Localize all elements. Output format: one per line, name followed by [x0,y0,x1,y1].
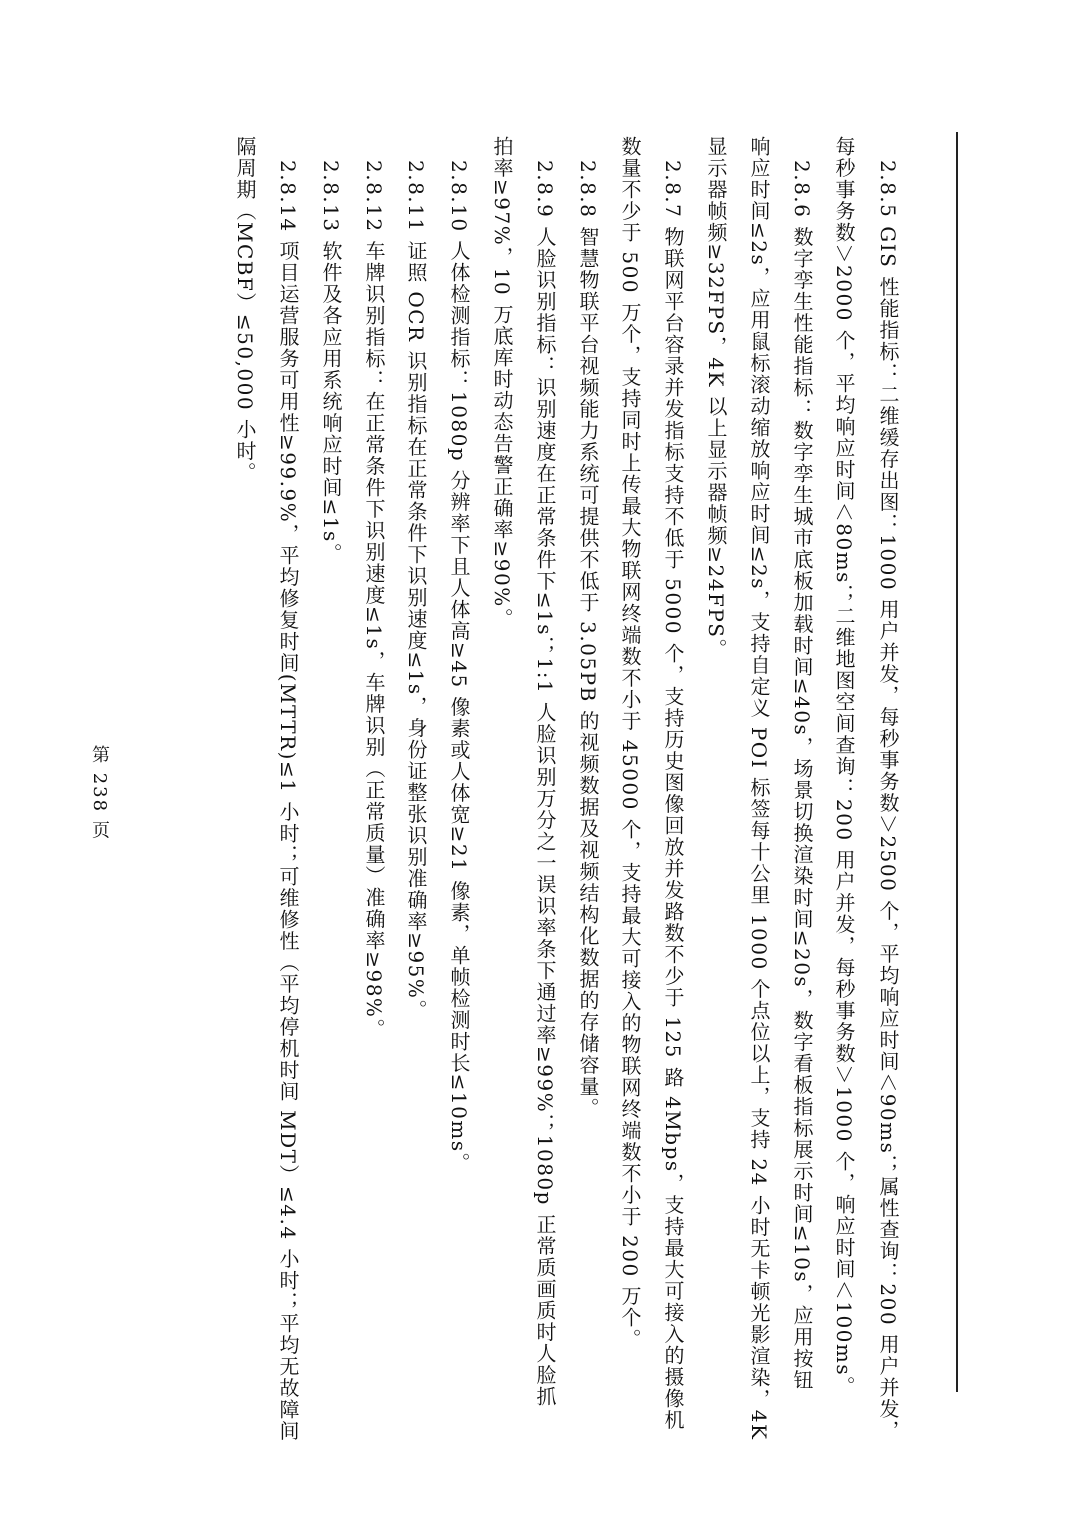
text-line-9: 2.8.9 人脸识别指标：识别速度在正常条件下≤1s；1:1 人脸识别万分之一误识率条下通过率≥99%；1080p 正常质画质时人脸抓 [533,160,557,1408]
text-line-11: 2.8.10 人体检测指标：1080p 分辨率下且人体高≥45 像素或人体宽≥21 像素，单帧检测时长≤10ms。 [447,160,471,1175]
page-number: 第 238 页 [89,745,110,841]
text-line-16: 隔周期（MCBF）≤50,000 小时。 [233,136,257,484]
text-line-3: 2.8.6 数字孪生性能指标：数字孪生城市底板加载时间≤40s，场景切换渲染时间≤20s，数字看板指标展示时间≤10s，应用按钮 [790,160,814,1391]
text-line-8: 2.8.8 智慧物联平台视频能力系统可提供不低于 3.05PB 的视频数据及视频结构化数据的存储容量。 [576,160,600,1120]
text-line-6: 2.8.7 物联网平台容录并发指标支持不低于 5000 个，支持历史图像回放并发路数不少于 125 路 4Mbps，支持最大可接入的摄像机 [661,160,685,1431]
text-line-1: 2.8.5 GIS 性能指标：二维缓存出图：1000 用户并发，每秒事务数＞2500 个，平均响应时间＜90ms；属性查询：200 用户并发， [876,160,900,1442]
text-line-5: 显示器帧频≥32FPS，4K 以上显示器帧频≥24FPS。 [704,136,728,661]
text-line-10: 拍率≥97%，10 万底库时动态告警正确率≥90%。 [490,136,514,630]
text-line-7: 数量不少于 500 万个，支持同时上传最大物联网终端数不小于 45000 个，支持最大可接入的物联网终端数不小于 200 万个。 [618,136,642,1351]
header-rule [956,132,958,1392]
text-line-14: 2.8.13 软件及各应用系统响应时间≤1s。 [319,160,343,565]
text-line-4: 响应时间≤2s，应用鼠标滚动缩放响应时间≤2s，支持自定义 POI 标签每十公里 1000 个点位以上，支持 24 小时无卡顿光影渲染，4K [747,136,771,1441]
text-line-2: 每秒事务数＞2000 个，平均响应时间＜80ms；二维地图空间查询：200 用户并发，每秒事务数＞1000 个，响应时间＜100ms。 [832,136,856,1398]
text-line-15: 2.8.14 项目运营服务可用性≥99.9%，平均修复时间(MTTR)≤1 小时；可维修性（平均停机时间 MDT）≤4.4 小时；平均无故障间 [276,160,300,1442]
text-line-12: 2.8.11 证照 OCR 识别指标在正常条件下识别速度≤1s，身份证整张识别准确率≥95%。 [404,160,428,1021]
text-line-13: 2.8.12 车牌识别指标：在正常条件下识别速度≤1s，车牌识别（正常质量）准确率≥98%。 [362,160,386,1040]
